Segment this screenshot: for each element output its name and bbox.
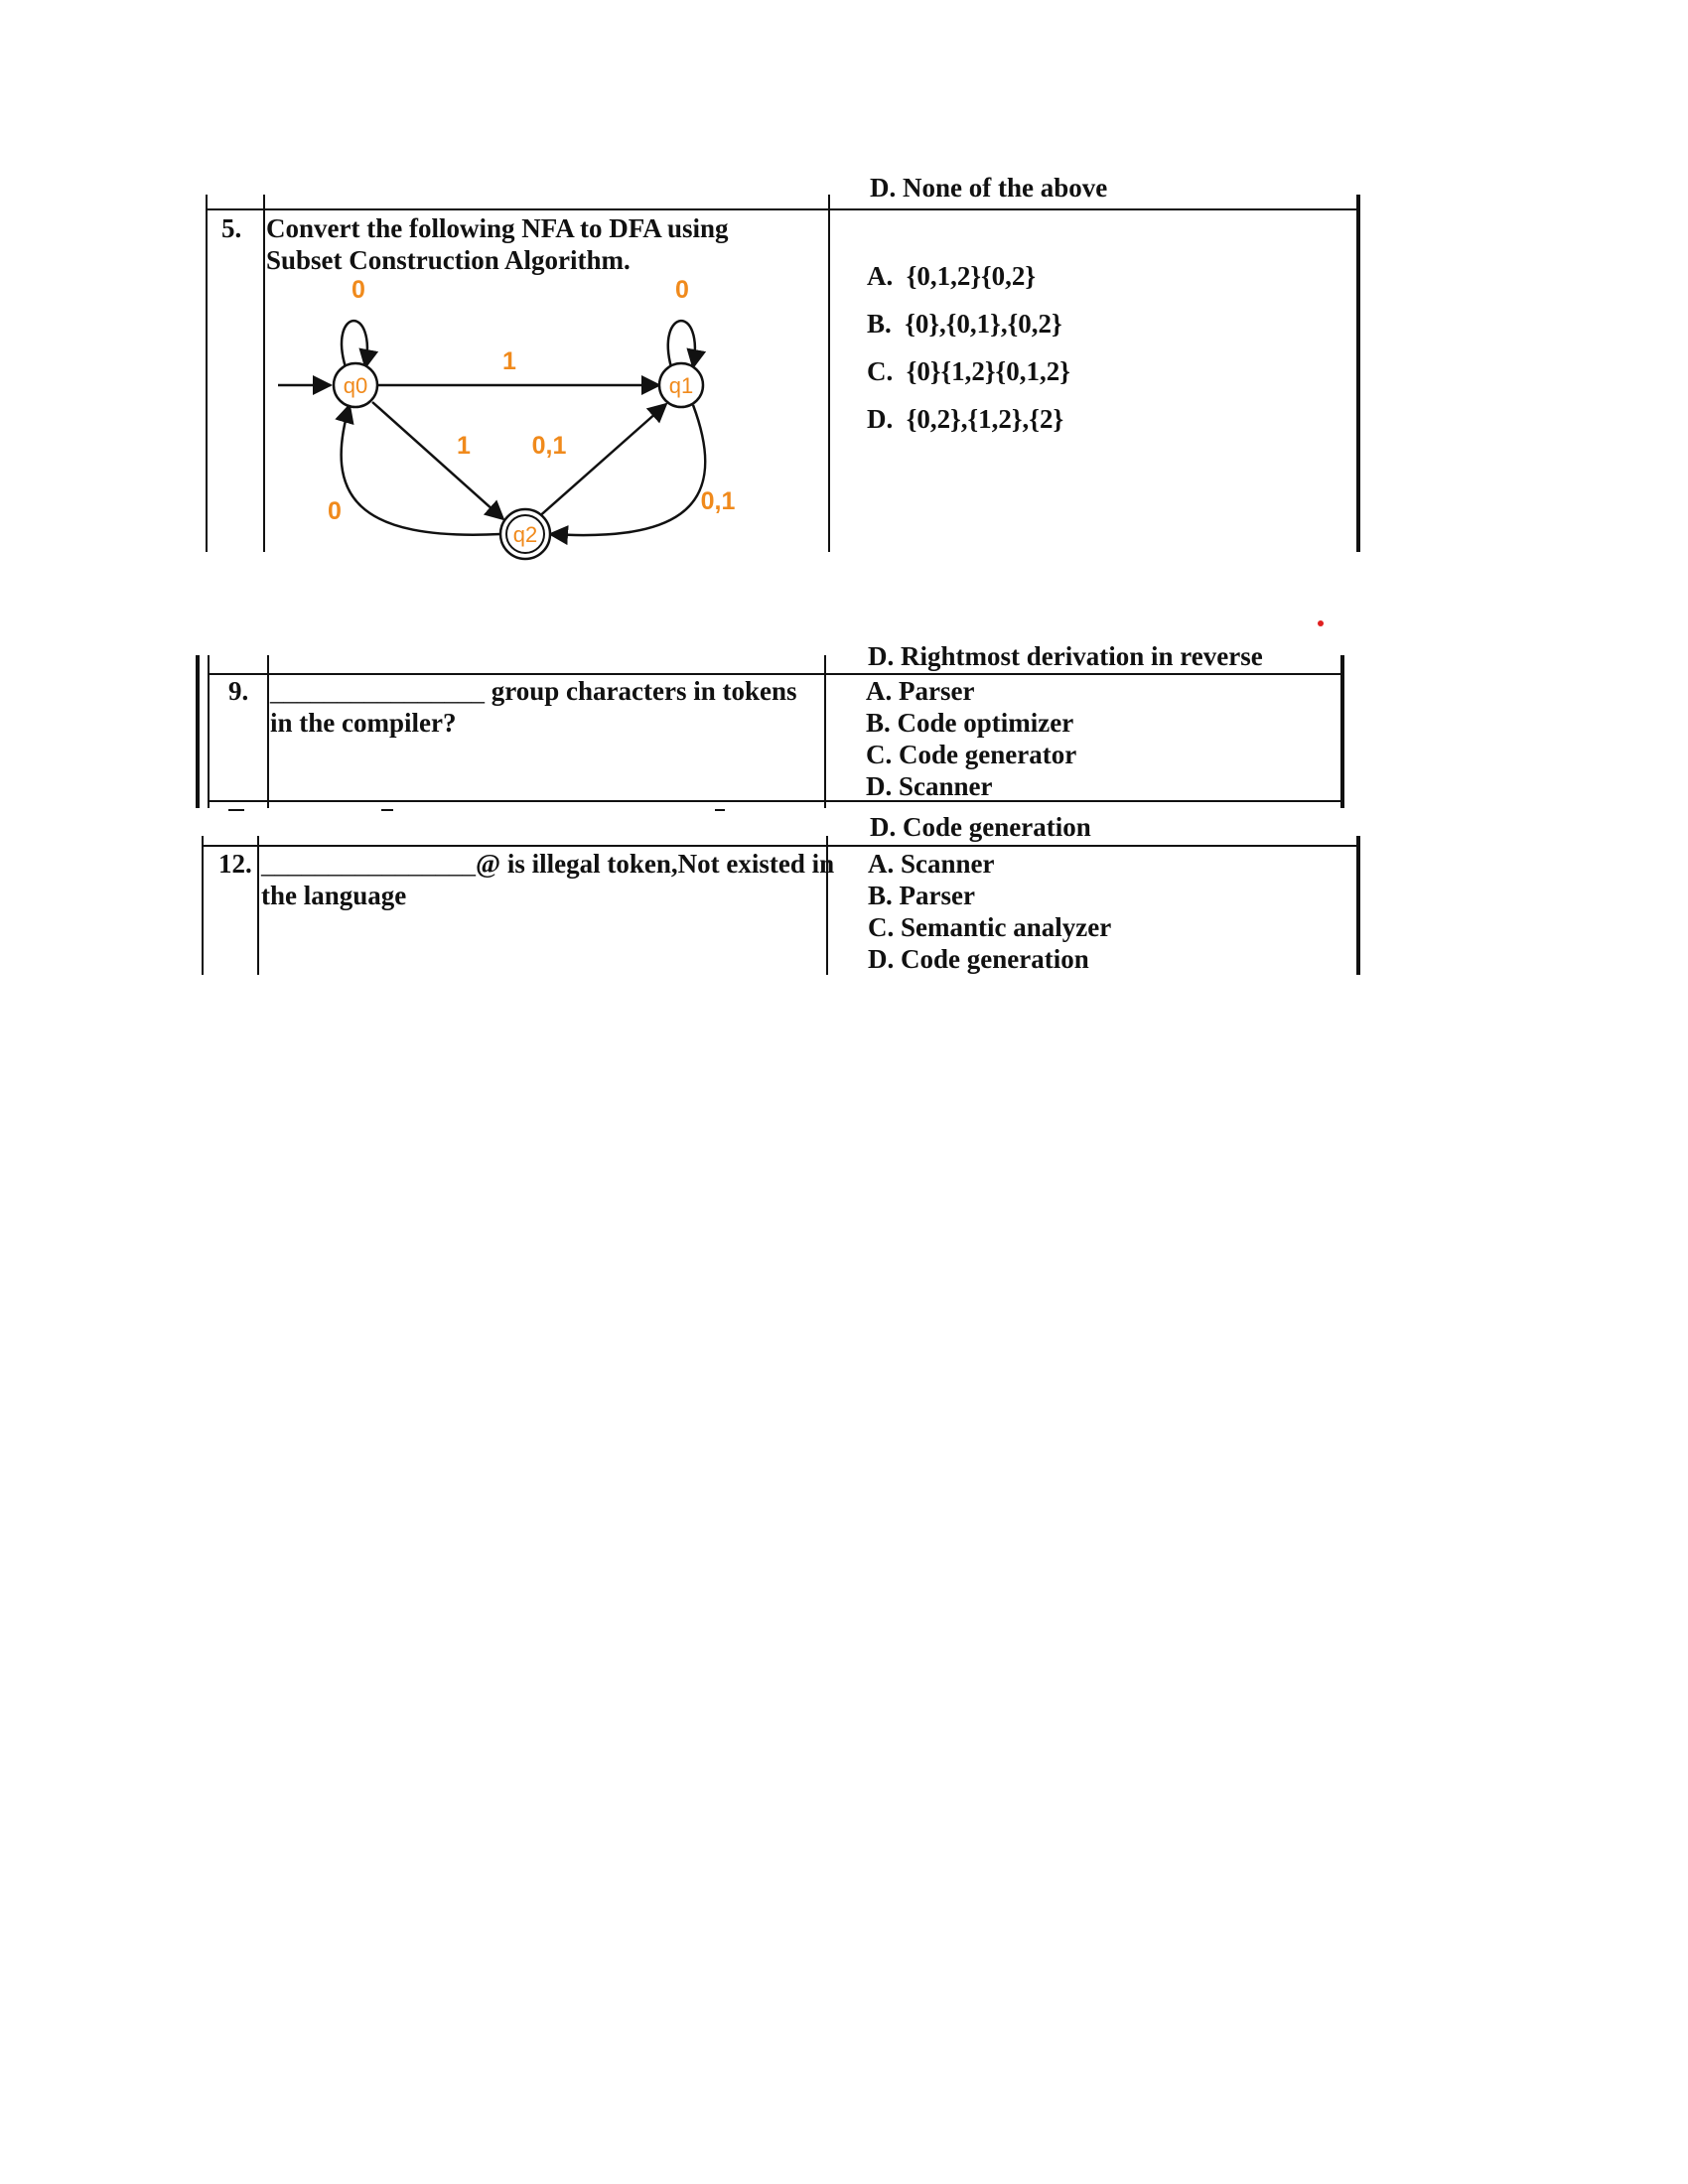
edge-q1-q2 [550, 405, 705, 535]
cut-fragment [228, 809, 244, 811]
option-d: D. Scanner [866, 771, 993, 801]
state-q0 [334, 363, 377, 407]
previous-option-cut: D. Rightmost derivation in reverse [868, 641, 1263, 671]
label-q2-q1: 0,1 [531, 432, 567, 460]
table-border-number-col [263, 195, 265, 552]
label-q0-self: 0 [352, 276, 365, 304]
table-border-middle [828, 195, 830, 552]
answer-blank: ________________ [261, 849, 476, 879]
svg-text:q2: q2 [512, 522, 538, 547]
question-text-line1: ________________ group characters in tokens [270, 676, 797, 706]
table-border-number-col [257, 836, 259, 975]
previous-option-cut: D. Code generation [870, 812, 1091, 842]
question-text-line1: ________________@ is illegal token,Not existed in [261, 849, 835, 879]
label-q1-q2: 0,1 [700, 487, 736, 515]
edge-q0-q2 [372, 402, 503, 519]
question-number: 5. [221, 213, 242, 243]
answer-blank: ________________ [270, 676, 485, 706]
table-border-right [1356, 195, 1360, 552]
edge-q1-self [668, 321, 695, 367]
option-a: A. {0,1,2}{0,2} [867, 261, 1037, 291]
table-row-border [206, 208, 1360, 210]
label-q0-q1: 1 [502, 347, 516, 375]
option-c: C. {0}{1,2}{0,1,2} [867, 356, 1070, 386]
question-text-line2: in the compiler? [270, 708, 457, 738]
option-d: D. {0,2},{1,2},{2} [867, 404, 1064, 434]
edge-q0-self [342, 321, 367, 367]
table-border-left [202, 836, 204, 975]
question-text-line2: Subset Construction Algorithm. [266, 245, 631, 275]
table-row-border [202, 845, 1360, 847]
cut-fragment [715, 809, 725, 811]
table-row-border-bottom [208, 800, 1340, 802]
cut-fragment [381, 809, 393, 811]
previous-option-cut: D. None of the above [870, 173, 1108, 203]
table-border-middle [824, 655, 826, 808]
question-text-line2: the language [261, 881, 407, 910]
red-dot-mark [1318, 620, 1324, 626]
option-b: B. Code optimizer [866, 708, 1074, 738]
question-text-line1: Convert the following NFA to DFA using [266, 213, 729, 243]
state-q1 [659, 363, 703, 407]
edge-q2-q0 [342, 405, 500, 535]
svg-text:q0: q0 [343, 373, 368, 398]
table-border-right [1356, 836, 1360, 975]
option-b: B. {0},{0,1},{0,2} [867, 309, 1062, 339]
option-c: C. Code generator [866, 740, 1077, 769]
edge-q2-q1 [536, 404, 666, 519]
option-b: B. Parser [868, 881, 975, 910]
label-q0-q2: 1 [457, 432, 471, 460]
table-border-number-col [267, 655, 269, 808]
question-number: 12. [218, 849, 252, 879]
option-c: C. Semantic analyzer [868, 912, 1112, 942]
option-a: A. Parser [866, 676, 975, 706]
table-border-left-inner [208, 655, 210, 808]
state-q2-accepting [500, 509, 550, 559]
option-d: D. Code generation [868, 944, 1089, 974]
svg-text:q1: q1 [668, 373, 694, 398]
table-border-right [1340, 655, 1344, 808]
label-q2-q0: 0 [328, 497, 342, 525]
label-q1-self: 0 [675, 276, 689, 304]
question-number: 9. [228, 676, 249, 706]
table-border-left [206, 195, 208, 552]
table-border-left-outer [196, 655, 200, 808]
option-a: A. Scanner [868, 849, 995, 879]
nfa-diagram [268, 268, 735, 556]
